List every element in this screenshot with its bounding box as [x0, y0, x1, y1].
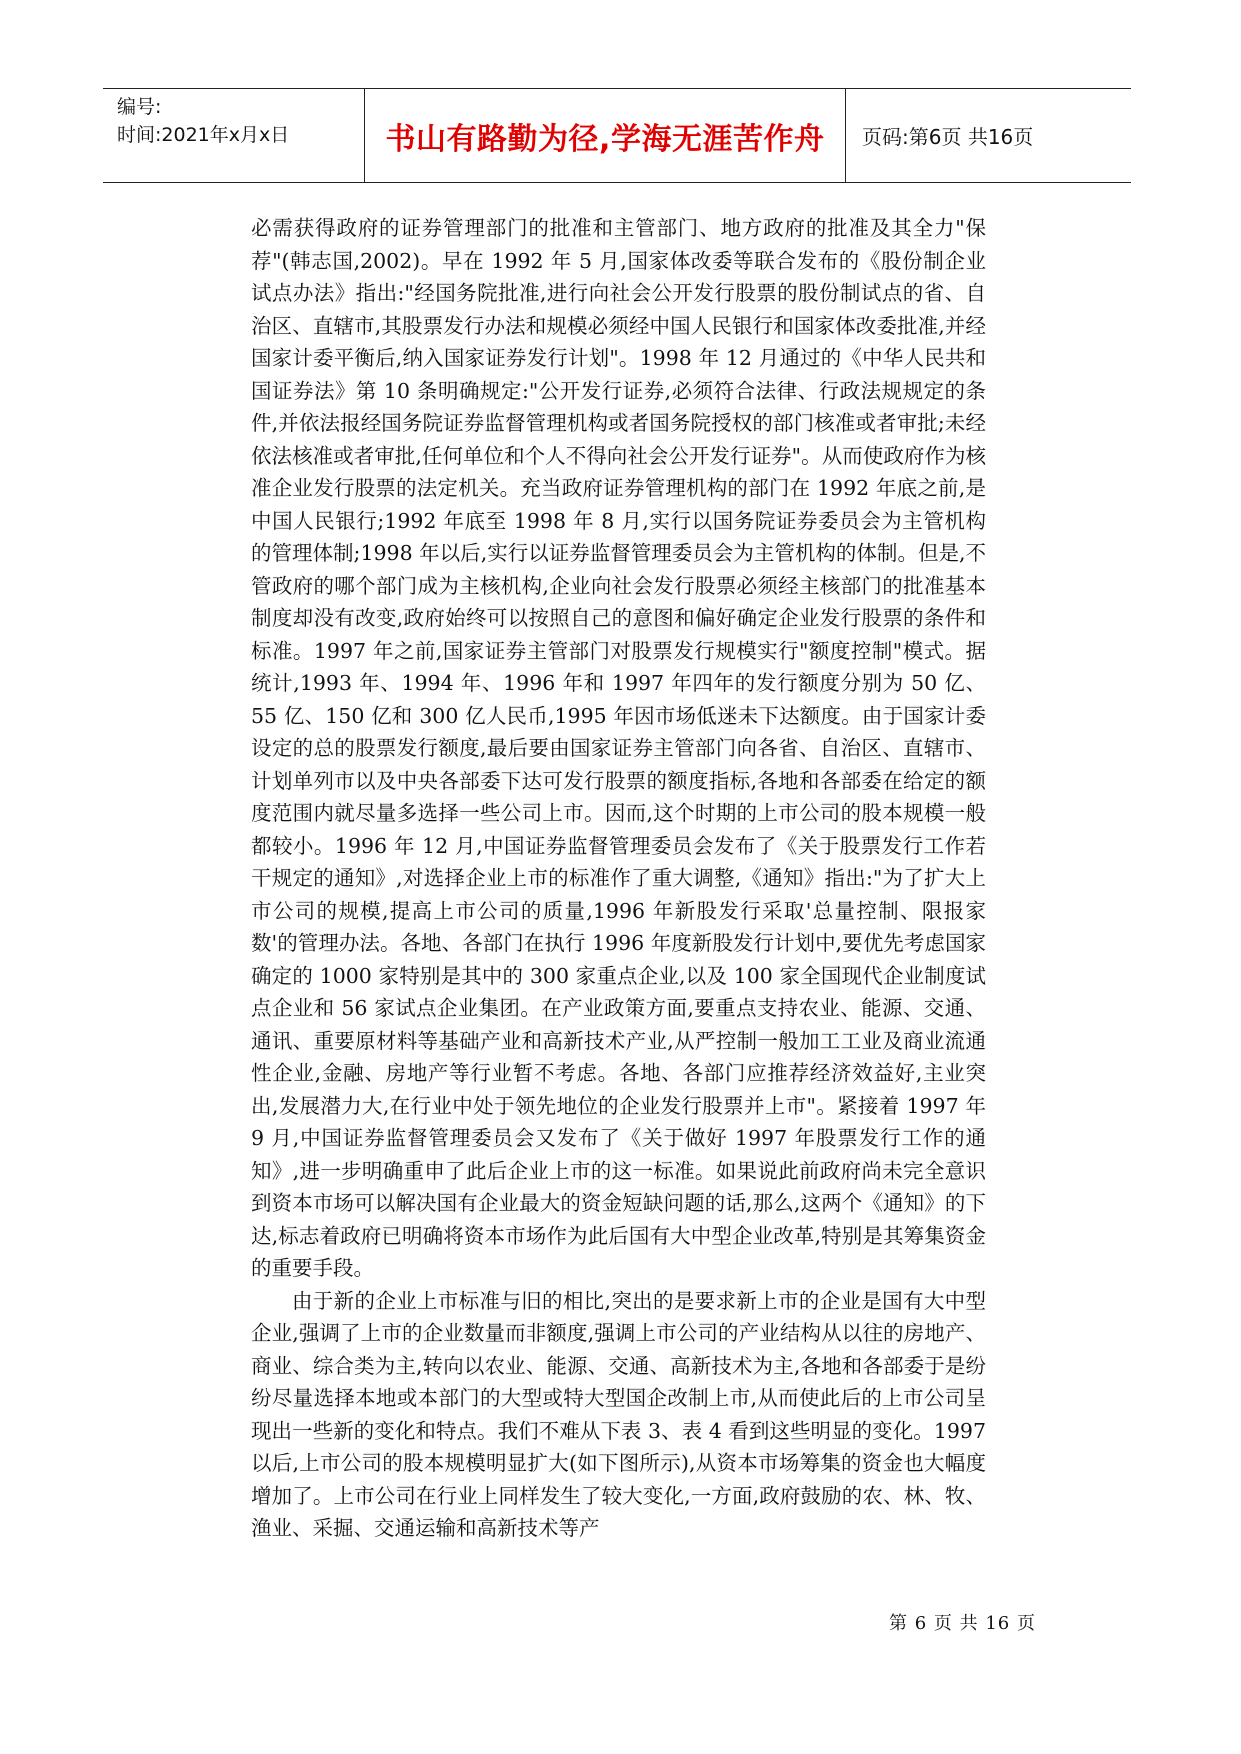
body-paragraph: 由于新的企业上市标准与旧的相比,突出的是要求新上市的企业是国有大中型企业,强调了上市的企业数量而非额度,强调上市公司的产业结构从以往的房地产、商业、综合类为主,转向以农业、能源、交通、高新技术为主,各地和各部委于是纷纷尽量选择本地或本部门的大型或特大型国企改制上市,从而使此后的上市公司呈现出一些新的变化和特点。我们不难从下表 3、表 4 看到这些明显的变化。1997 以后,上市公司的股本规模明显扩大(如下图所示),从资本市场筹集的资金也大幅度增加了。上市公司在行业上同样发生了较大变化,一方面,政府鼓励的农、林、牧、渔业、采掘、交通运输和高新技术等产	[251, 1288, 986, 1540]
body-paragraph: 必需获得政府的证券管理部门的批准和主管部门、地方政府的批准及其全力"保荐"(韩志国,2002)。早在 1992 年 5 月,国家体改委等联合发布的《股份制企业试点办法》指出:"经国务院批准,进行向社会公开发行股票的股份制试点的省、自治区、直辖市,其股票发行办法和规模必须经中国人民银行和国家体改委批准,并经国家计委平衡后,纳入国家证券发行计划"。1998 年 12 月通过的《中华人民共和国证券法》第 10 条明确规定:"公开发行证券,必须符合法律、行政法规规定的条件,并依法报经国务院证券监督管理机构或者国务院授权的部门核准或者审批;未经依法核准或者审批,任何单位和个人不得向社会公开发行证券"。从而使政府作为核准企业发行股票的法定机关。充当政府证券管理机构的部门在 1992 年底之前,是中国人民银行;1992 年底至 1998 年 8 月,实行以国务院证券委员会为主管机构的管理体制;1998 年以后,实行以证券监督管理委员会为主管机构的体制。但是,不管政府的哪个部门成为主核机构,企业向社会发行股票必须经主核部门的批准基本制度却没有改变,政府始终可以按照自己的意图和偏好确定企业发行股票的条件和标准。1997 年之前,国家证券主管部门对股票发行规模实行"额度控制"模式。据统计,1993 年、1994 年、1996 年和 1997 年四年的发行额度分别为 50 亿、55 亿、150 亿和 300 亿人民币,1995 年因市场低迷未下达额度。由于国家计委设定的总的股票发行额度,最后要由国家证券主管部门向各省、自治区、直辖市、计划单列市以及中央各部委下达可发行股票的额度指标,各地和各部委在给定的额度范围内就尽量多选择一些公司上市。因而,这个时期的上市公司的股本规模一般都较小。1996 年 12 月,中国证券监督管理委员会发布了《关于股票发行工作若干规定的通知》,对选择企业上市的标准作了重大调整,《通知》指出:"为了扩大上市公司的规模,提高上市公司的质量,1996 年新股发行采取'总量控制、限报家数'的管理办法。各地、各部门在执行 1996 年度新股发行计划中,要优先考虑国家确定的 1000 家特别是其中的 300 家重点企业,以及 100 家全国现代企业制度试点企业和 56 家试点企业集团。在产业政策方面,要重点支持农业、能源、交通、通讯、重要原材料等基础产业和高新技术产业,从严控制一般加工工业及商业流通性企业,金融、房地产等行业暂不考虑。各地、各部门应推荐经济效益好,主业突出,发展潜力大,在行业中处于领先地位的企业发行股票并上市"。紧接着 1997 年 9 月,中国证券监督管理委员会又发布了《关于做好 1997 年股票发行工作的通知》,进一步明确重申了此后企业上市的这一标准。如果说此前政府尚未完全意识到资本市场可以解决国有企业最大的资金短缺问题的话,那么,这两个《通知》的下达,标志着政府已明确将资本市场作为此后国有大中型企业改革,特别是其筹集资金的重要手段。	[251, 216, 986, 1280]
header-meta	[103, 89, 365, 182]
document-time-label: 时间:2021年x月x日	[117, 124, 290, 146]
header-motto: 书山有路勤为径,学海无涯苦作舟	[365, 89, 846, 182]
page-footer: 第 6 页 共 16 页	[889, 1613, 1036, 1634]
header-page-number: 页码:第6页 共16页	[862, 125, 1034, 149]
document-body	[251, 212, 986, 1545]
document-number-label: 编号:	[117, 96, 162, 118]
page-header	[103, 88, 1131, 183]
